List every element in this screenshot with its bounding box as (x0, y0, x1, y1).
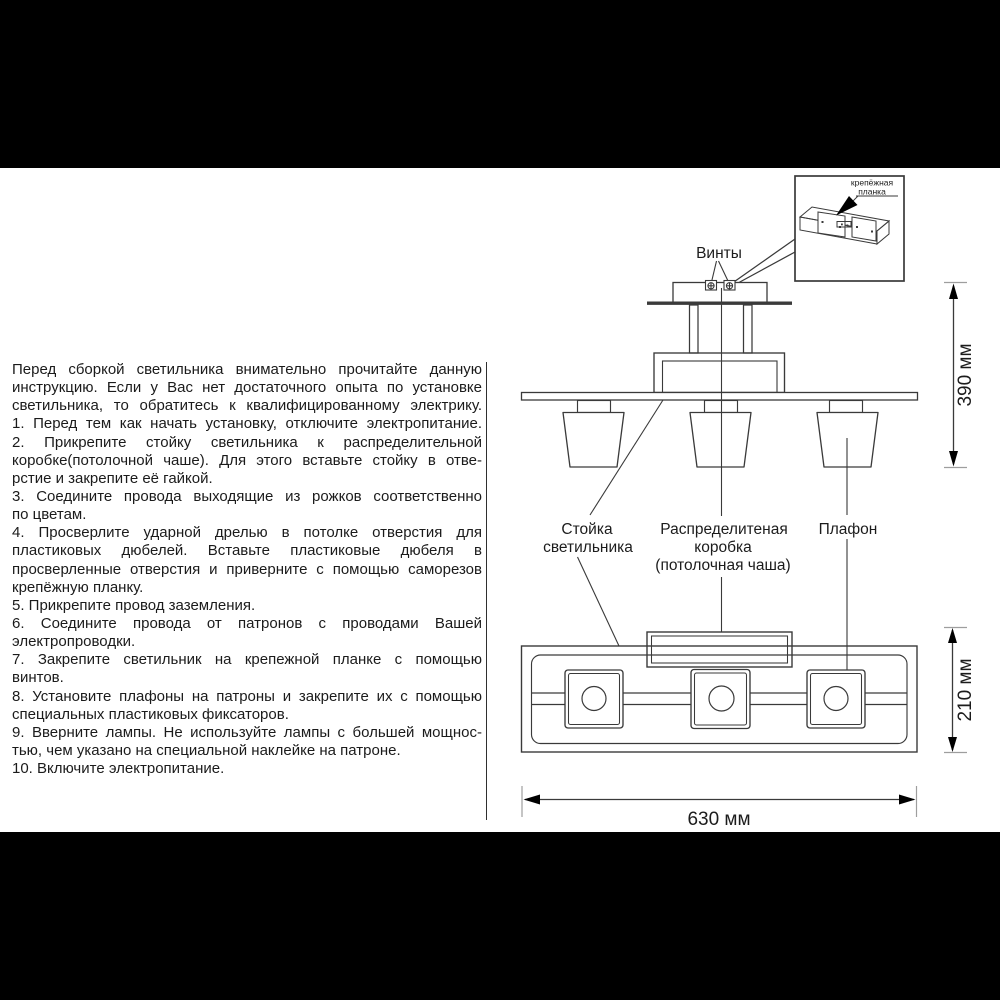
stand-label-line2: светильника (543, 539, 633, 556)
screws-callout (712, 261, 729, 282)
instruction-line: 1. Перед тем как начать установку, отключите электропитание. (12, 415, 482, 433)
arrow-up-icon (949, 284, 958, 300)
stand-post (690, 305, 699, 353)
arrow-up-icon (948, 628, 957, 643)
instruction-line: 7. Закрепите светильник на крепежной планке с помощью (12, 651, 482, 669)
instruction-line: электропроводки. (12, 633, 136, 651)
screws-label: Винты (696, 245, 742, 262)
instruction-line: 6. Соедините провода от патронов с проводами Вашей (12, 614, 482, 632)
instruction-line: специальных пластиковых фиксаторов. (12, 705, 289, 723)
ceiling-cup-bottom (647, 632, 792, 667)
instruction-line: пластиковых дюбелей. Вставьте пластиковые дюбеля в (12, 542, 482, 560)
junction-box-label-line3: (потолочная чаша) (655, 557, 791, 574)
stand-leader-line (578, 557, 620, 646)
width-dimension-label: 630 мм (687, 809, 751, 830)
lamp-shade (563, 413, 624, 468)
instruction-line: 9. Вверните лампы. Не используйте лампы с большей мощнос- (12, 723, 482, 741)
instruction-line: рстие и закрепите её гайкой. (12, 469, 213, 487)
lamp-module (565, 670, 623, 728)
bracket-inset-panel (731, 176, 904, 286)
instruction-line: просверленные отверстия и приверните с помощью саморезов (12, 560, 482, 578)
height-dimension-label: 390 мм (955, 343, 976, 407)
arrow-left-icon (524, 795, 541, 805)
shade-label: Плафон (818, 521, 878, 538)
lamp-shade (690, 413, 751, 468)
instruction-line: коробке(потолочной чаше). Для этого вставьте стойку в отве- (12, 451, 482, 469)
lamp-module (691, 670, 750, 729)
instruction-line: крепёжную планку. (12, 578, 144, 596)
instruction-line: 10. Включите электропитание. (12, 760, 225, 778)
instruction-line: винтов. (12, 669, 64, 687)
arrow-right-icon (899, 795, 916, 805)
stand-label-line1: Стойка (561, 521, 613, 538)
stand-post (744, 305, 753, 353)
instruction-line: инструкцию. Если у Вас нет достаточного опыта по установке (12, 379, 482, 397)
lamp-module (807, 670, 865, 728)
instruction-line: по цветам. (12, 506, 87, 524)
bracket-label-line1: крепёжная (850, 177, 894, 188)
arrow-down-icon (948, 737, 957, 752)
instruction-line: 2. Прикрепите стойку светильника к распределительной (12, 433, 482, 451)
fixture-bar (522, 393, 918, 401)
fixture-bottom-view (522, 632, 918, 752)
junction-box-label-line1: Распределитеная (660, 521, 788, 538)
junction-box (654, 353, 785, 393)
instruction-line: 5. Прикрепите провод заземления. (12, 596, 256, 614)
instruction-line: Перед сборкой светильника внимательно прочитайте данную (12, 361, 482, 378)
arrow-down-icon (949, 451, 958, 467)
junction-box-label-line2: коробка (694, 539, 752, 556)
instruction-line: 4. Просверлите ударной дрелью в потолке отверстия для (12, 524, 482, 542)
bracket-label-line2: планка (858, 186, 886, 197)
instruction-line: 3. Соедините провода выходящие из рожков соответственно (12, 487, 482, 505)
depth-dimension-label: 210 мм (955, 658, 976, 722)
instruction-line: 8. Установите плафоны на патроны и закрепите их с помощью (12, 687, 482, 705)
instruction-line: светильника, то обратитесь к квалифицированному электрику. (12, 397, 482, 415)
instruction-line: тью, чем указано на специальной наклейке на патроне. (12, 741, 401, 759)
fixture-side-view (522, 281, 918, 672)
canopy-block (673, 283, 767, 303)
